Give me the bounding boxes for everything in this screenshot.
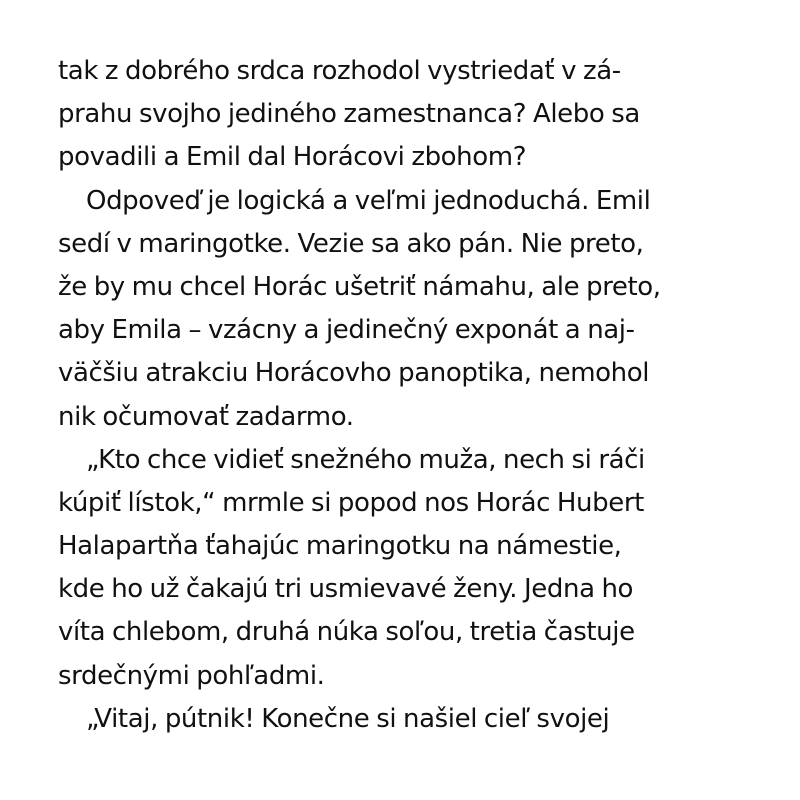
text-line-5: sedí v maringotke. Vezie sa ako pán. Nie preto, <box>58 228 644 259</box>
text-line-3: povadili a Emil dal Horácovi zbohom? <box>58 142 527 173</box>
paragraph-start-line-10: „Kto chce vidieť snežného muža, nech si ráči <box>86 444 645 475</box>
text-line-15: srdečnými pohľadmi. <box>58 660 325 691</box>
body-text <box>58 50 748 741</box>
text-line-12: Halapartňa ťahajúc maringotku na námestie, <box>58 531 622 562</box>
text-line-2: prahu svojho jediného zamestnanca? Alebo sa <box>58 99 640 130</box>
text-line-11: kúpiť lístok,“ mrmle si popod nos Horác Hubert <box>58 487 644 518</box>
paragraph-start-line-4: Odpoveď je logická a veľmi jednoduchá. Emil <box>86 185 651 216</box>
text-line-14: víta chlebom, druhá núka soľou, tretia častuje <box>58 617 635 648</box>
text-line-7: aby Emila – vzácny a jedinečný exponát a naj- <box>58 315 635 346</box>
text-line-6: že by mu chcel Horác ušetriť námahu, ale preto, <box>58 271 661 302</box>
text-line-1: tak z dobrého srdca rozhodol vystriedať v zá- <box>58 56 621 86</box>
paragraph-start-line-16: „Vitaj, pútnik! Konečne si našiel cieľ svojej <box>86 703 610 734</box>
text-line-8: väčšiu atrakciu Horácovho panoptika, nemohol <box>58 358 650 389</box>
text-line-13: kde ho už čakajú tri usmievavé ženy. Jedna ho <box>58 574 634 605</box>
text-line-9: nik očumovať zadarmo. <box>58 401 354 432</box>
